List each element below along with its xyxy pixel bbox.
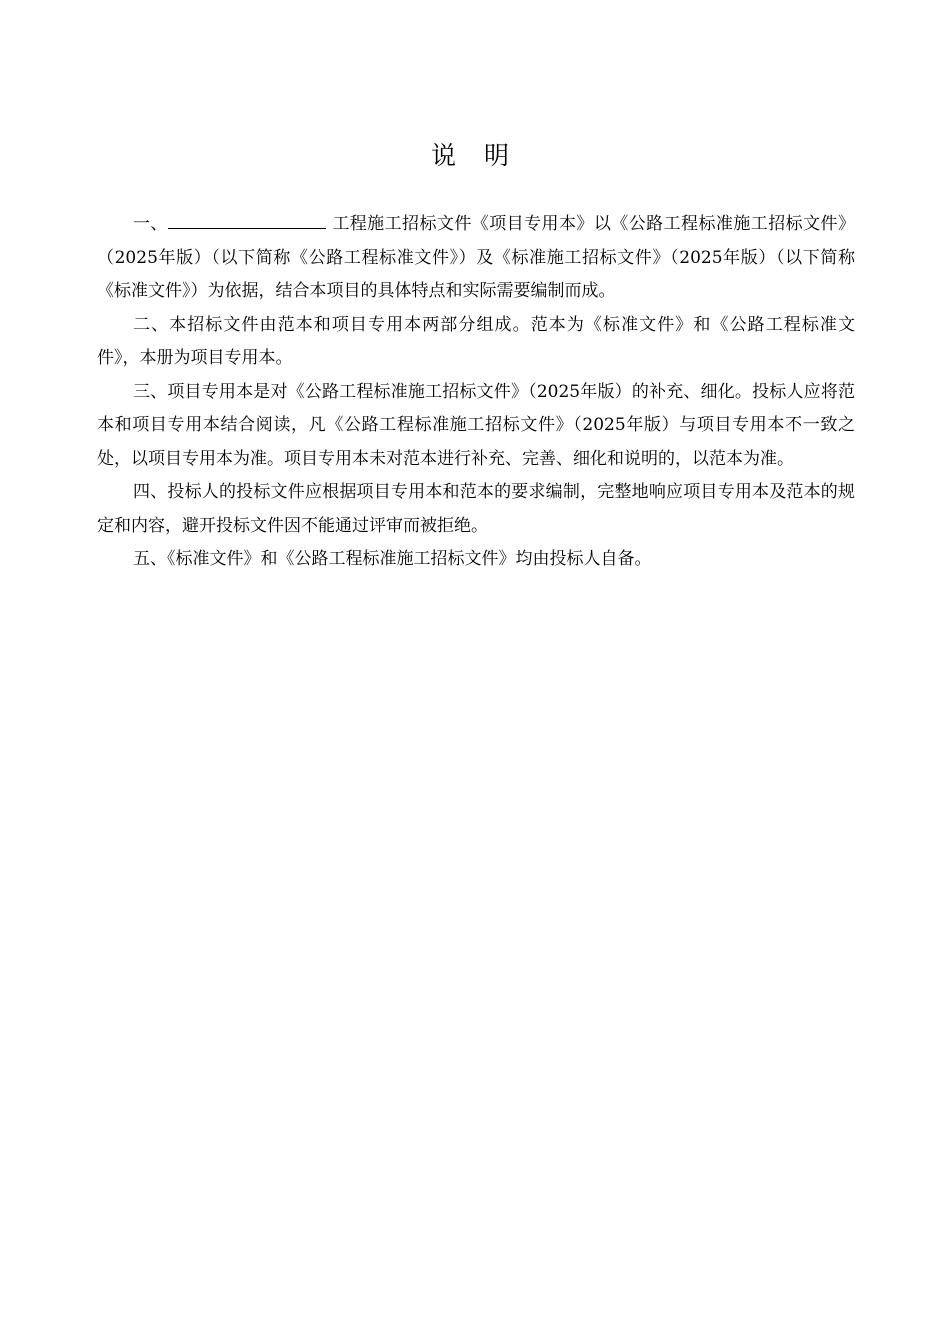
paragraph-5: 五、《标准文件》和《公路工程标准施工招标文件》均由投标人自备。 [133, 549, 652, 569]
page-title: 说 明 [431, 141, 519, 170]
document-body [97, 208, 855, 577]
paragraph-1-lead: 一、 [133, 214, 168, 234]
paragraph-2: 二、本招标文件由范本和项目专用本两部分组成。范本为《标准文件》和《公路工程标准文件》，本册为项目专用本。 [97, 314, 855, 368]
paragraph-3: 三、项目专用本是对《公路工程标准施工招标文件》（2025年版）的补充、细化。投标人应将范本和项目专用本结合阅读，凡《公路工程标准施工招标文件》（2025年版）与项目专用本不一致之处，以项目专用本为准。项目专用本未对范本进行补充、完善、细化和说明的，以范本为准。 [97, 381, 855, 469]
paragraph-4: 四、投标人的投标文件应根据项目专用本和范本的要求编制，完整地响应项目专用本及范本的规定和内容，避开投标文件因不能通过评审而被拒绝。 [97, 482, 855, 536]
paragraph-1-text: 工程施工招标文件《项目专用本》以《公路工程标准施工招标文件》（2025年版）（以下简称《公路工程标准文件》）及《标准施工招标文件》（2025年版）（以下简称《标准文件》）为依据，结合本项目的具体特点和实际需要编制而成。 [97, 214, 855, 301]
project-name-blank-field[interactable] [168, 208, 326, 229]
paragraph-1 [97, 208, 855, 309]
